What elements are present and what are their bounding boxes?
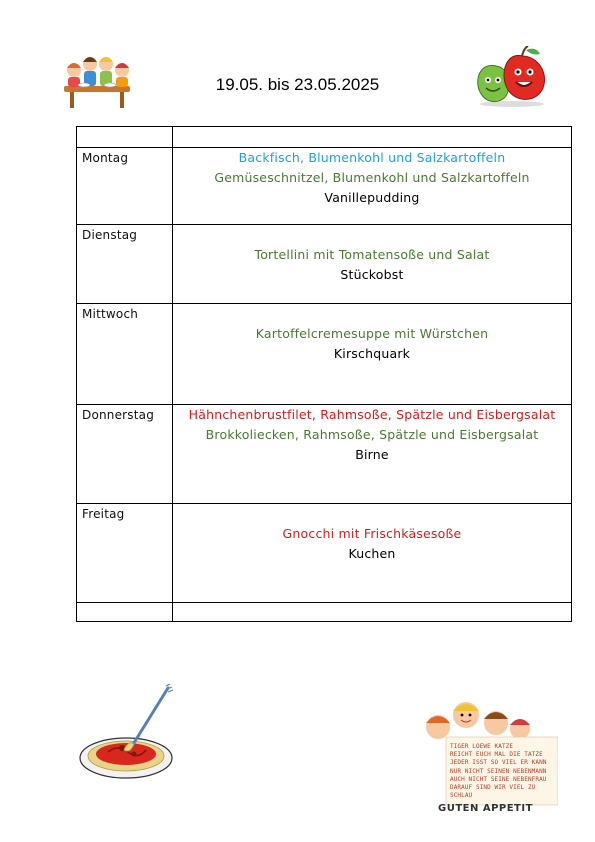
empty-footer-cell [77, 603, 173, 622]
spaghetti-plate-icon [78, 684, 176, 782]
dish-fish: Backfisch, Blumenkohl und Salzkartoffeln [238, 150, 506, 165]
dish-dessert: Birne [355, 447, 389, 462]
dish-dessert: Kuchen [348, 546, 396, 561]
poem-line: REICHT EUCH MAL DIE TATZE [450, 751, 543, 759]
dish-vegetarian: Brokkoliecken, Rahmsoße, Spätzle und Eisbergsalat [205, 427, 539, 442]
dishes-cell [173, 504, 572, 603]
dish-vegetarian: Tortellini mit Tomatensoße und Salat [254, 247, 490, 262]
guten-appetit-caption: GUTEN APPETIT [438, 803, 533, 814]
poem-line: AUCH NICHT SEINE NEBENFRAU [450, 775, 547, 783]
page-title: 19.05. bis 23.05.2025 [215, 75, 380, 94]
poem-line: DARAUF SIND WIR VIEL ZU SCHLAU [450, 784, 536, 800]
day-label: Freitag [77, 504, 173, 603]
table-row-dienstag [77, 225, 572, 304]
empty-footer-cell [173, 603, 572, 622]
table-row-montag [77, 148, 572, 225]
children-with-poem-icon [418, 695, 558, 820]
empty-header-cell [77, 127, 173, 148]
dishes-cell [173, 304, 572, 405]
children-eating-icon [60, 50, 135, 110]
dishes-cell [173, 148, 572, 225]
poem-line: TIGER LOEWE KATZE [450, 743, 514, 750]
table-row-freitag [77, 504, 572, 603]
day-label: Donnerstag [77, 405, 173, 504]
dish-meat: Kartoffelcremesuppe mit Würstchen [255, 326, 489, 341]
poem-text [450, 743, 558, 800]
dish-main: Gnocchi mit Frischkäsesoße [282, 526, 462, 541]
poem-line: JEDER ISST SO VIEL ER KANN [450, 759, 547, 767]
day-label: Mittwoch [77, 304, 173, 405]
table-row [77, 603, 572, 622]
dish-vegetarian: Gemüseschnitzel, Blumenkohl und Salzkartoffeln [214, 170, 530, 185]
table-row [77, 127, 572, 148]
empty-header-cell [173, 127, 572, 148]
day-label: Dienstag [77, 225, 173, 304]
dish-dessert: Vanillepudding [324, 190, 420, 205]
dish-dessert: Stückobst [340, 267, 404, 282]
dishes-cell [173, 405, 572, 504]
weekly-menu-table [76, 126, 572, 622]
dishes-cell [173, 225, 572, 304]
dish-dessert: Kirschquark [333, 346, 411, 361]
day-label: Montag [77, 148, 173, 225]
dish-meat: Hähnchenbrustfilet, Rahmsoße, Spätzle und Eisbergsalat [188, 407, 556, 422]
smiling-apples-icon [470, 46, 550, 108]
table-row-donnerstag [77, 405, 572, 504]
table-row-mittwoch [77, 304, 572, 405]
poem-line: NUR NICHT SEINEN NEBENMANN [450, 767, 547, 775]
